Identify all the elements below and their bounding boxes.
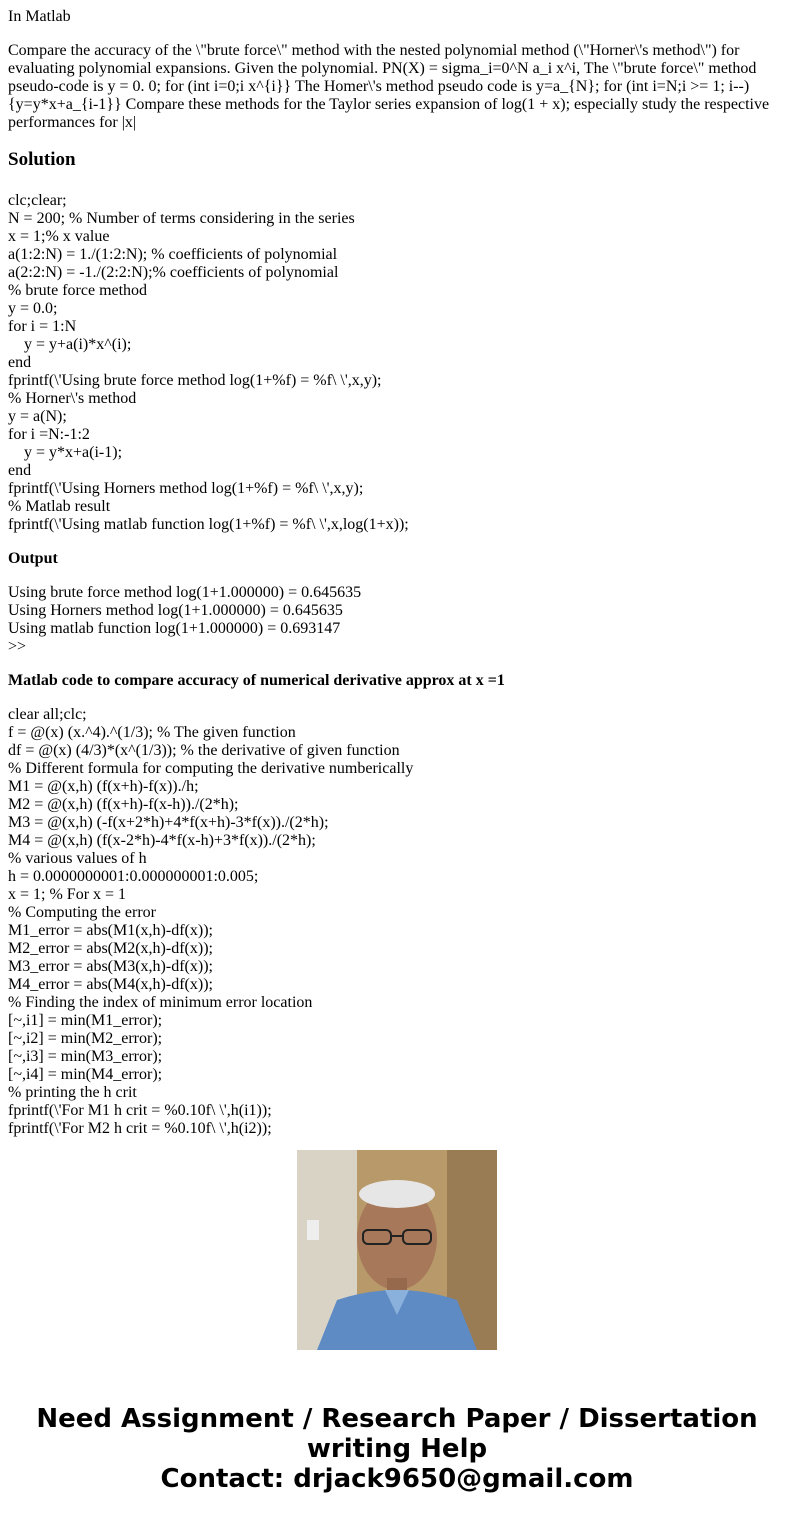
code-line: a(2:2:N) = -1./(2:2:N);% coefficients of polynomial [8,264,339,281]
advert-contact: Contact: drjack9650@gmail.com [160,1464,634,1494]
code-line: >> [8,638,27,655]
code-line: [~,i4] = min(M4_error); [8,1066,163,1083]
code-line: M4_error = abs(M4(x,h)-df(x)); [8,976,213,993]
code-line: Using Horners method log(1+1.000000) = 0.645635 [8,602,343,619]
code-line: % Different formula for computing the derivative numberically [8,760,414,777]
code-line: fprintf(\'Using brute force method log(1+%f) = %f\ \',x,y); [8,372,382,389]
code-line: end [8,462,32,479]
code-line: [~,i2] = min(M2_error); [8,1030,163,1047]
output-heading: Output [8,550,58,567]
solution-code [8,192,786,534]
advert-line-2: writing Help [306,1434,488,1464]
code-line: % brute force method [8,282,148,299]
code-line: fprintf(\'Using Horners method log(1+%f) = %f\ \',x,y); [8,480,364,497]
code-line: for i = 1:N [8,318,77,335]
person-portrait-icon [297,1150,497,1350]
question-text: Compare the accuracy of the \"brute force\" method with the nested polynomial method (\"Horner\'s method\") for evaluating polynomial expansions. Given the polynomial. PN(X) = sigma_i=0^N a_i x^i, The \"brute force\" method pseudo-code is y = 0. 0; for (int i=0;i x^{i}} The Homer\'s method pseudo code is y=a_{N}; for (int i=N;i >= 1; i--){y=y*x+a_{i-1}} Compare these methods for the Taylor series expansion of log(1 + x); especially study the respective performances for |x| [8,42,770,131]
code-line: clear all;clc; [8,706,87,723]
code-line: fprintf(\'For M1 h crit = %0.10f\ \',h(i1)); [8,1102,272,1119]
code-line: M2_error = abs(M2(x,h)-df(x)); [8,940,213,957]
code-line: clc;clear; [8,192,67,209]
code-line: % Matlab result [8,498,111,515]
derivative-code-clipped [8,706,786,1137]
code-line: % printing the h crit [8,1084,137,1101]
code-line: M3 = @(x,h) (-f(x+2*h)+4*f(x+h)-3*f(x))./(2*h); [8,814,329,831]
code-line: M1 = @(x,h) (f(x+h)-f(x))./h; [8,778,199,795]
derivative-heading: Matlab code to compare accuracy of numerical derivative approx at x =1 [8,672,505,689]
code-line: % various values of h [8,850,147,867]
code-line: a(1:2:N) = 1./(1:2:N); % coefficients of polynomial [8,246,338,263]
solution-heading: Solution [8,149,76,170]
code-line: % Computing the error [8,904,156,921]
code-line: Using brute force method log(1+1.000000) = 0.645635 [8,584,362,601]
code-line: fprintf(\'For M2 h crit = %0.10f\ \',h(i2)); [8,1120,272,1137]
derivative-code [8,706,786,1138]
code-line: x = 1; % For x = 1 [8,886,127,903]
code-line: M2 = @(x,h) (f(x+h)-f(x-h))./(2*h); [8,796,239,813]
code-line: h = 0.0000000001:0.000000001:0.005; [8,868,259,885]
code-line: y = y*x+a(i-1); [8,444,123,461]
code-line: fprintf(\'Using matlab function log(1+%f) = %f\ \',x,log(1+x)); [8,516,409,533]
code-line: N = 200; % Number of terms considering in the series [8,210,355,227]
code-line: M1_error = abs(M1(x,h)-df(x)); [8,922,213,939]
code-line: Using matlab function log(1+1.000000) = 0.693147 [8,620,341,637]
code-line: f = @(x) (x.^4).^(1/3); % The given function [8,724,296,741]
code-line: [~,i3] = min(M3_error); [8,1048,163,1065]
code-line: y = a(N); [8,408,67,425]
question-tag: In Matlab [8,8,71,25]
code-line: x = 1;% x value [8,228,110,245]
advert-text [0,1404,794,1494]
document-body [8,8,786,1137]
code-line: % Horner\'s method [8,390,137,407]
advert-section [0,1150,794,1350]
output-lines [8,584,786,656]
code-line: y = y+a(i)*x^(i); [8,336,132,353]
code-line: [~,i1] = min(M1_error); [8,1012,163,1029]
code-line: % Finding the index of minimum error location [8,994,313,1011]
code-line: df = @(x) (4/3)*(x^(1/3)); % the derivative of given function [8,742,400,759]
advert-line-1: Need Assignment / Research Paper / Dissertation [36,1404,758,1434]
code-line: M4 = @(x,h) (f(x-2*h)-4*f(x-h)+3*f(x))./(2*h); [8,832,316,849]
code-line: y = 0.0; [8,300,58,317]
code-line: for i =N:-1:2 [8,426,90,443]
code-line: M3_error = abs(M3(x,h)-df(x)); [8,958,213,975]
code-line: end [8,354,32,371]
